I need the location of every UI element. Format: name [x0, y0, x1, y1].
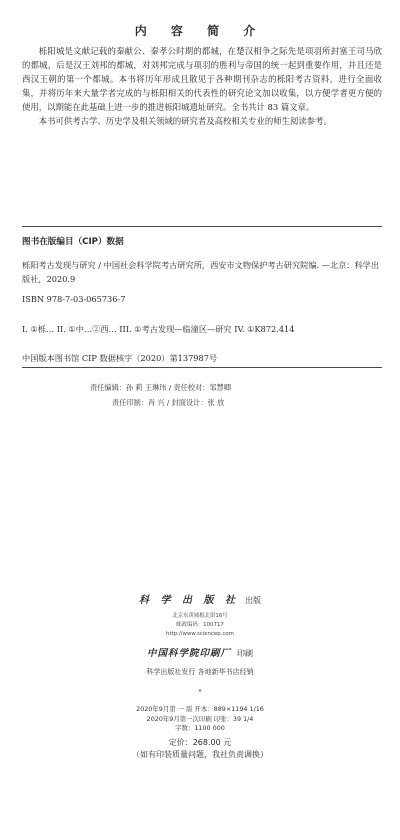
publisher-line: [0, 594, 400, 608]
edition-details: [0, 705, 400, 734]
cip-data-number: 中国版本图书馆 CIP 数据核字（2020）第137987号: [22, 353, 218, 363]
editor-credits-line-2: 责任印制：肖 兴 / 封面设计：张 放: [112, 398, 225, 407]
cip-isbn: ISBN 978-7-03-065736-7: [22, 294, 126, 304]
summary-paragraph-1: 栎阳城是文献记载的秦献公、秦孝公时期的都城，在楚汉相争之际先是项羽所封塞王司马欣的都城，后是汉王刘邦的都城，对刘邦完成与项羽的胜利与帝国的统一起到重要作用，并且还是西汉王朝的第一个都城。本书将历年形成且散见于各种期刊杂志的栎阳考古资料，进行全面收集，并将历年来大量学者完成的与栎阳相关的代表性的研究论文加以收集，以方便学者更方便的使用，以期能在此基础上进一步的推进栎阳城遗址研究。全书共计 83 篇文章。: [22, 46, 382, 112]
publisher-website: http://www.sciencep.com: [166, 631, 234, 637]
distribution-info: 科学出版社发行 各地新华书店经销: [146, 668, 254, 676]
cip-description: 栎阳考古发现与研究 / 中国社会科学院考古研究所，西安市文物保护考古研究院编. —北京：科学出版社，2020.9: [22, 260, 380, 284]
edition-line: 2020年9月第 一 版 开本：889×1194 1/16: [136, 705, 264, 713]
impression-line: 2020年9月第一次印刷 印张：39 1/4: [146, 714, 254, 723]
printer-name: 中国科学院印刷厂: [146, 648, 231, 659]
cip-top-divider: [22, 226, 382, 227]
publisher-name: 科 学 出 版 社: [139, 595, 239, 606]
publisher-block: [0, 594, 400, 761]
separator-star: *: [198, 689, 202, 696]
publisher-postcode: 邮政编码：100717: [176, 622, 224, 628]
printer-suffix: 印刷: [237, 649, 253, 658]
summary-paragraph-2: 本书可供考古学、历史学及相关领域的研究者及高校相关专业的师生阅读参考。: [38, 116, 332, 126]
publisher-suffix: 出版: [244, 596, 261, 605]
publisher-address: 北京东黄城根北街16号: [172, 613, 228, 619]
editor-credits: [90, 380, 231, 410]
word-count: 字数：1100 000: [175, 724, 225, 732]
editor-credits-line-1: 责任编辑：孙 莉 王琳玮 / 责任校对：邹慧卿: [90, 383, 231, 392]
cip-heading: 图书在版编目（CIP）数据: [22, 237, 124, 247]
summary-title: 内 容 简 介: [134, 24, 266, 38]
cip-bottom-divider: [22, 367, 382, 368]
summary-section: [22, 44, 382, 128]
printer-line: [0, 645, 400, 659]
quality-note: （如有印装质量问题，我社负责调换）: [132, 749, 268, 759]
price: 定价：268.00 元: [168, 737, 232, 747]
cip-classification: I. ①栎… II. ①中…②西… III. ①考古发现—临潼区—研究 IV. ①K872.414: [22, 324, 295, 334]
